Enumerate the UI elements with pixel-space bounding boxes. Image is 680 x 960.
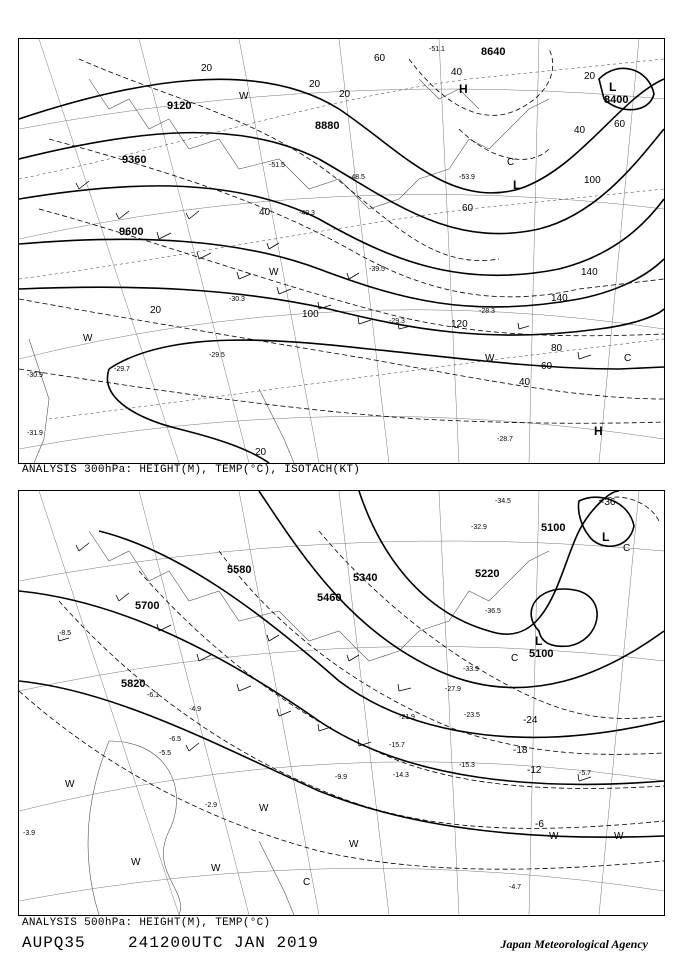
isotach-label: 140 — [581, 267, 598, 278]
warm-label: W — [349, 839, 359, 850]
station-value: -2.9 — [205, 802, 218, 809]
height-label: 9600 — [119, 226, 144, 238]
warm-label: W — [65, 779, 75, 790]
isotach-label: 100 — [584, 175, 601, 186]
station-value: -29.7 — [114, 366, 130, 373]
station-value: -15.7 — [389, 742, 405, 749]
isotach-label: 40 — [574, 125, 586, 136]
isotach-label: 20 — [339, 89, 351, 100]
station-value: -48.5 — [349, 174, 365, 181]
isotach-label: 80 — [551, 343, 563, 354]
cold-label: C — [511, 653, 519, 664]
isotach-label: 140 — [551, 293, 568, 304]
pressure-centers — [459, 80, 616, 438]
isotach-label: 20 — [309, 79, 321, 90]
station-value: -5.7 — [579, 770, 592, 777]
caption-300hpa: ANALYSIS 300hPa: HEIGHT(M), TEMP(°C), ISOTACH(KT) — [22, 464, 361, 476]
wind-barbs — [76, 181, 591, 359]
station-value: -4.9 — [189, 706, 202, 713]
height-label: 5460 — [317, 592, 342, 604]
low-pressure-label: L — [609, 80, 617, 94]
station-value: -6.1 — [147, 692, 160, 699]
station-value: -53.9 — [459, 174, 475, 181]
isotach-label: 60 — [614, 119, 626, 130]
agency-name: Japan Meteorological Agency — [500, 937, 648, 951]
station-value: -51.1 — [429, 46, 445, 53]
temperature-labels — [513, 497, 616, 830]
isotach-label: 60 — [462, 203, 474, 214]
station-value: -31.9 — [27, 430, 43, 437]
station-value: -5.5 — [159, 750, 172, 757]
station-value: -3.9 — [23, 830, 36, 837]
height-contours — [19, 491, 664, 837]
map-panel-500hpa — [18, 490, 665, 916]
coastlines — [29, 79, 549, 463]
height-label: 5340 — [353, 572, 378, 584]
station-value: -27.9 — [445, 686, 461, 693]
height-label: 8400 — [604, 94, 629, 106]
cold-label: C — [623, 543, 631, 554]
station-value: -32.9 — [471, 524, 487, 531]
isotach-label: 60 — [374, 53, 386, 64]
station-value: -23.5 — [464, 712, 480, 719]
temperature-label: -18 — [513, 745, 528, 756]
station-value: -30.9 — [27, 372, 43, 379]
station-value: -39.5 — [369, 266, 385, 273]
isotach-label: 100 — [302, 309, 319, 320]
isotach-label: 40 — [451, 67, 463, 78]
station-value: -36.5 — [485, 608, 501, 615]
temperature-label: -12 — [527, 765, 542, 776]
station-value: -49.3 — [299, 210, 315, 217]
warm-label: W — [549, 831, 559, 842]
height-label: 9360 — [122, 154, 147, 166]
graticule — [19, 39, 664, 463]
caption-500hpa: ANALYSIS 500hPa: HEIGHT(M), TEMP(°C) — [22, 917, 271, 929]
isotach-label: 40 — [259, 207, 271, 218]
station-value: -28.7 — [497, 436, 513, 443]
cold-label: C — [303, 877, 311, 888]
station-value: -21.9 — [399, 714, 415, 721]
station-value: -14.3 — [393, 772, 409, 779]
isotach-label: 20 — [584, 71, 596, 82]
map-500hpa-svg — [19, 491, 664, 915]
warm-label: W — [269, 267, 279, 278]
station-value: -30.3 — [229, 296, 245, 303]
warm-label: W — [259, 803, 269, 814]
chart-code: AUPQ35 — [22, 934, 86, 952]
height-label: 5580 — [227, 564, 252, 576]
isotach-label: 20 — [150, 305, 162, 316]
warm-label: W — [83, 333, 93, 344]
warm-label: W — [485, 353, 495, 364]
map-panel-300hpa — [18, 38, 665, 464]
station-value: -8.5 — [59, 630, 72, 637]
high-pressure-label: H — [594, 424, 603, 438]
isotach-label: 20 — [255, 447, 267, 458]
height-label: 8880 — [315, 120, 340, 132]
height-label: 8640 — [481, 46, 506, 58]
station-value: -15.3 — [459, 762, 475, 769]
warm-label: W — [614, 831, 624, 842]
height-label: 5220 — [475, 568, 500, 580]
height-contours — [19, 68, 664, 463]
high-pressure-label: H — [459, 82, 468, 96]
station-value: -4.7 — [509, 884, 522, 891]
station-value: -29.3 — [389, 318, 405, 325]
isotach-label: 20 — [201, 63, 213, 74]
isotach-labels — [150, 53, 629, 458]
coastlines — [88, 531, 549, 915]
low-pressure-label: L — [602, 530, 610, 544]
warm-label: W — [239, 91, 249, 102]
low-pressure-label: L — [513, 178, 521, 192]
station-value: -34.5 — [495, 498, 511, 505]
warm-label: W — [131, 857, 141, 868]
station-value: -33.9 — [463, 666, 479, 673]
height-label: 5820 — [121, 678, 146, 690]
isotach-label: 120 — [451, 319, 468, 330]
station-value: -6.5 — [169, 736, 182, 743]
isotach-label: 60 — [541, 361, 553, 372]
height-labels — [121, 522, 565, 690]
chart-id-datetime — [22, 934, 319, 952]
station-value: -9.9 — [335, 774, 348, 781]
cold-label: C — [507, 157, 515, 168]
height-label: 5100 — [529, 648, 554, 660]
low-pressure-label: L — [535, 634, 543, 648]
station-values — [27, 46, 513, 443]
station-value: -28.3 — [479, 308, 495, 315]
warm-cold-labels — [83, 91, 631, 364]
height-label: 5100 — [541, 522, 566, 534]
temperature-label: -36 — [601, 497, 616, 508]
cold-label: C — [624, 353, 632, 364]
station-value: -51.5 — [269, 162, 285, 169]
chart-datetime: 241200UTC JAN 2019 — [128, 934, 319, 952]
height-labels — [119, 46, 628, 238]
height-label: 9120 — [167, 100, 192, 112]
temperature-label: -6 — [535, 819, 544, 830]
height-label: 5700 — [135, 600, 160, 612]
station-value: -29.5 — [209, 352, 225, 359]
warm-label: W — [211, 863, 221, 874]
map-300hpa-svg — [19, 39, 664, 463]
temperature-label: -24 — [523, 715, 538, 726]
isotach-label: 40 — [519, 377, 531, 388]
